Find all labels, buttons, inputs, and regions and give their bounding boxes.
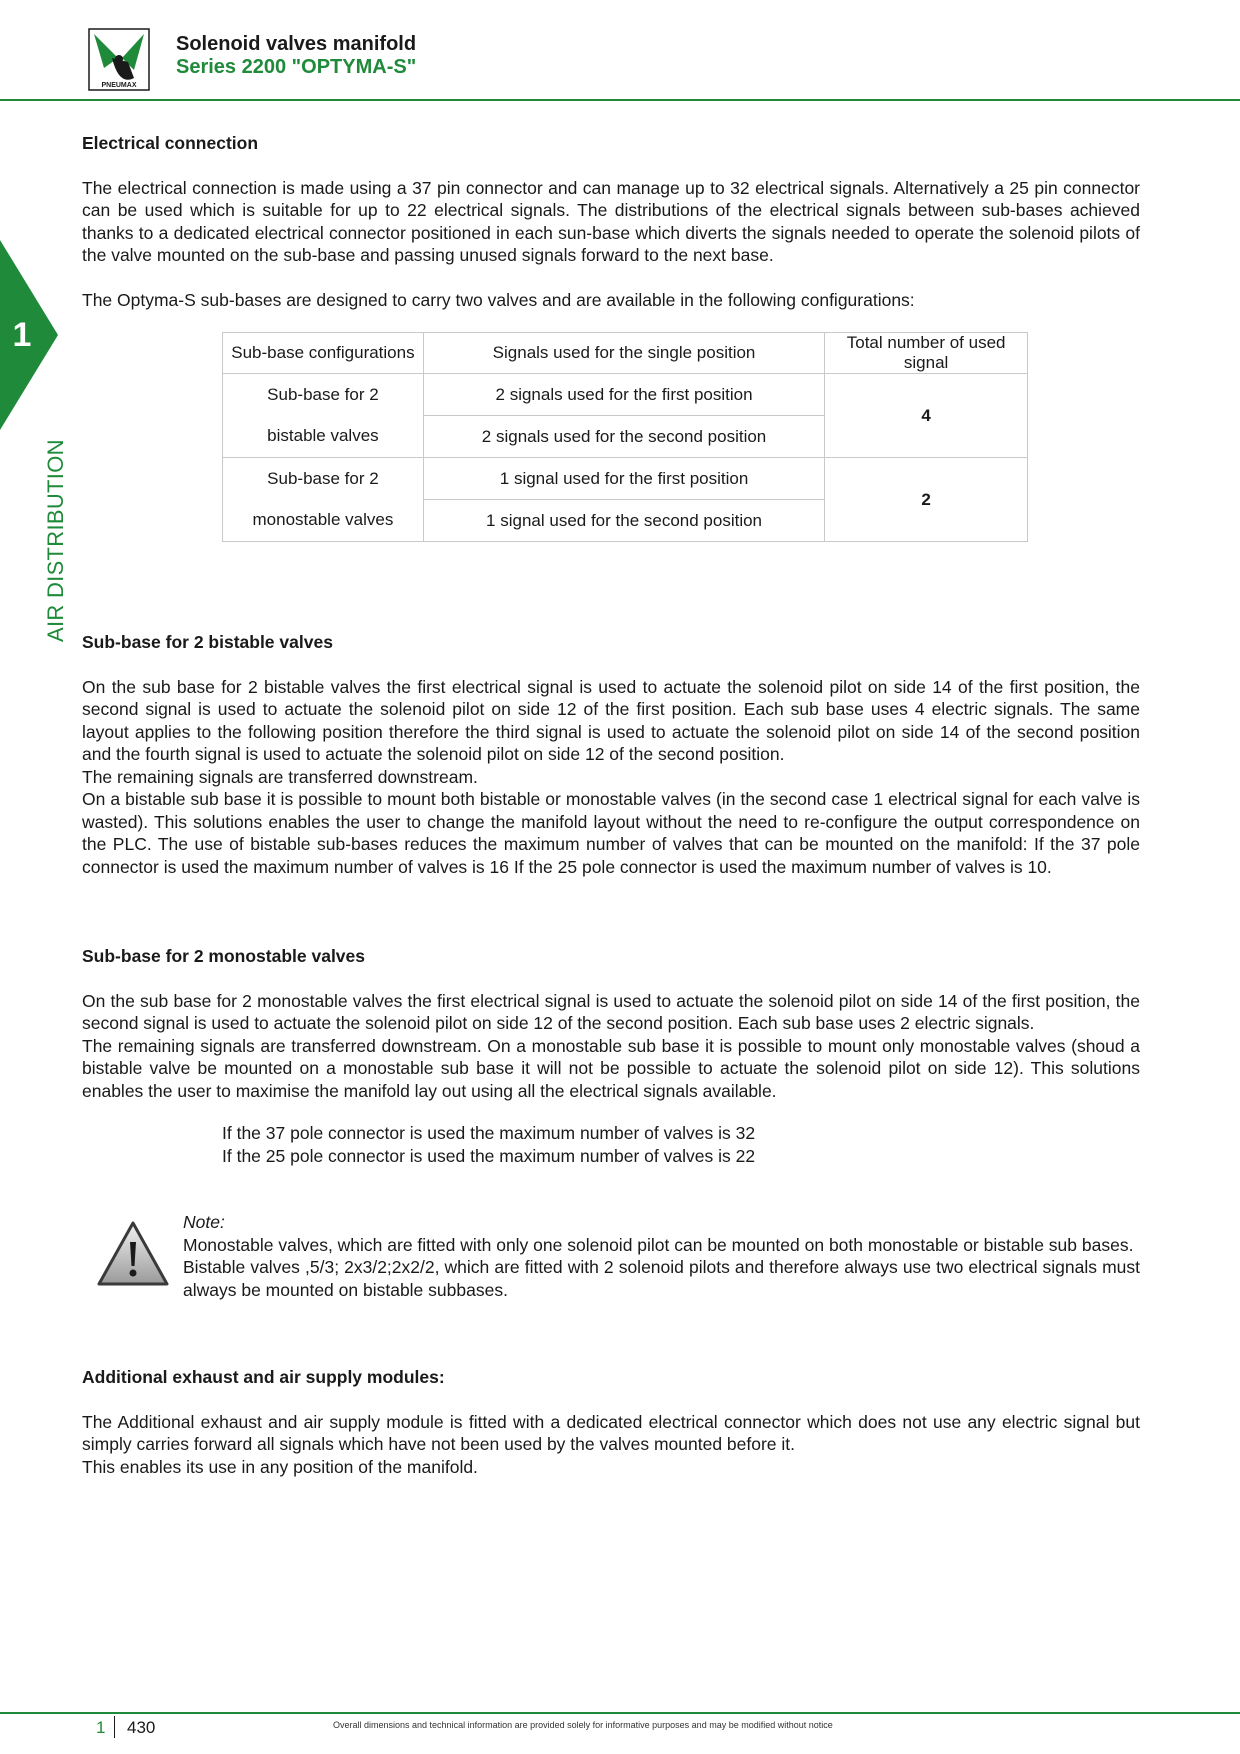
table-header-cell: Sub-base configurations xyxy=(223,333,424,374)
table-row xyxy=(223,374,1028,416)
note-block xyxy=(183,1211,1140,1301)
paragraph: On a bistable sub base it is possible to mount both bistable or monostable valves (in the second case 1 electrical signal for each valve is wasted). This solutions enables the user to change the manifold layout without the need to re-configure the output correspondence on the PLC. The use of bistable sub-bases reduces the maximum number of valves that can be mounted on the manifold: If the 37 pole connector is used the maximum number of valves is 16 If the 25 pole connector is used the maximum number of valves is 10. xyxy=(82,789,1140,877)
table-cell: 2 signals used for the first position xyxy=(423,374,824,416)
svg-text:PNEUMAX: PNEUMAX xyxy=(101,82,137,89)
bistable-section xyxy=(82,631,1140,878)
limit-25-pole: If the 25 pole connector is used the maximum number of valves is 22 xyxy=(222,1145,756,1166)
table-cell: 2 signals used for the second position xyxy=(423,416,824,458)
page-subtitle: Series 2200 "OPTYMA-S" xyxy=(176,56,417,78)
header-divider xyxy=(0,99,1240,101)
heading-bistable: Sub-base for 2 bistable valves xyxy=(82,632,333,652)
monostable-section xyxy=(82,945,1140,1102)
paragraph: On the sub base for 2 monostable valves the first electrical signal is used to actuate the solenoid pilot on side 14 of the first position, the second signal is used to actuate the solenoid pilot on side 12 of the second position. Each sub base uses 2 electric signals. xyxy=(82,990,1140,1033)
table-header-cell: Signals used for the single position xyxy=(423,333,824,374)
paragraph: On the sub base for 2 bistable valves the first electrical signal is used to actuate the solenoid pilot on side 14 of the first position, the second signal is used to actuate the solenoid pilot on side 12 of the first position. Each sub base uses 4 electric signals. The same layout applies to the following position therefore the third signal is used to actuate the solenoid pilot on side 14 of the second position and the fourth signal is used to actuate the solenoid pilot on side 12 of the second position. xyxy=(82,676,1140,764)
note-text: Monostable valves, which are fitted with only one solenoid pilot can be mounted on both monostable or bistable sub bases. xyxy=(183,1234,1134,1255)
table-cell: 1 signal used for the first position xyxy=(423,458,824,500)
note-label: Note: xyxy=(183,1212,225,1232)
section-label: AIR DISTRIBUTION xyxy=(43,439,68,642)
heading-additional-modules: Additional exhaust and air supply modules: xyxy=(82,1367,445,1387)
footer-disclaimer: Overall dimensions and technical information are provided solely for informative purposes and may be modified without notice xyxy=(333,1720,833,1730)
pneumax-logo xyxy=(88,28,150,91)
page-header xyxy=(0,0,1240,100)
connector-limits xyxy=(222,1122,755,1167)
table-cell: 1 signal used for the second position xyxy=(423,500,824,542)
table-cell: Sub-base for 2 xyxy=(223,458,424,500)
heading-electrical-connection: Electrical connection xyxy=(82,133,259,153)
heading-monostable: Sub-base for 2 monostable valves xyxy=(82,946,366,966)
table-cell: Sub-base for 2 xyxy=(223,374,424,416)
table-header-row xyxy=(223,333,1028,374)
paragraph: The remaining signals are transferred downstream. xyxy=(82,766,478,787)
table-cell-total: 4 xyxy=(825,374,1028,458)
warning-icon xyxy=(97,1220,169,1288)
table-cell-total: 2 xyxy=(825,458,1028,542)
chapter-number: 1 xyxy=(12,316,32,354)
paragraph: The remaining signals are transferred downstream. On a monostable sub base it is possible to mount only monostable valves (shoud a bistable valve be mounted on a monostable sub base it will not be possible to actuate the solenoid pilot on side 12). This solutions enables the user to maximise the manifold lay out using all the electrical signals available. xyxy=(82,1035,1140,1101)
page-number: 430 xyxy=(127,1718,156,1737)
additional-modules-section xyxy=(82,1366,1140,1478)
limit-37-pole: If the 37 pole connector is used the maximum number of valves is 32 xyxy=(222,1123,756,1143)
table-cell: bistable valves xyxy=(223,416,424,458)
note-text: Bistable valves ,5/3; 2x3/2;2x2/2, which are fitted with 2 solenoid pilots and therefore always use two electrical signals must always be mounted on bistable subbases. xyxy=(183,1257,1140,1300)
chapter-tab xyxy=(0,240,60,430)
footer-chapter: 1 xyxy=(96,1718,106,1737)
table-header-cell: Total number of used signal xyxy=(825,333,1028,374)
paragraph: The electrical connection is made using a 37 pin connector and can manage up to 32 electrical signals. Alternatively a 25 pin connector can be used which is suitable for up to 22 electrical signals. The distributions of the electrical signals between sub-bases achieved thanks to a dedicated electrical connector positioned in each sun-base which diverts the signals needed to operate the solenoid pilots of the valve mounted on the sub-base and passing unused signals forward to the next base. xyxy=(82,177,1140,265)
paragraph: The Optyma-S sub-bases are designed to carry two valves and are available in the following configurations: xyxy=(82,289,915,310)
configuration-table xyxy=(222,332,1028,542)
table-row xyxy=(223,458,1028,500)
table-cell: monostable valves xyxy=(223,500,424,542)
paragraph: The Additional exhaust and air supply module is fitted with a dedicated electrical connector which does not use any electric signal but simply carries forward all signals which have not been used by the valves mounted before it. xyxy=(82,1411,1140,1454)
footer-separator xyxy=(114,1716,115,1738)
footer-divider xyxy=(0,1712,1240,1714)
paragraph: This enables its use in any position of the manifold. xyxy=(82,1456,478,1477)
page-title: Solenoid valves manifold xyxy=(176,33,417,55)
main-content xyxy=(82,132,1140,311)
